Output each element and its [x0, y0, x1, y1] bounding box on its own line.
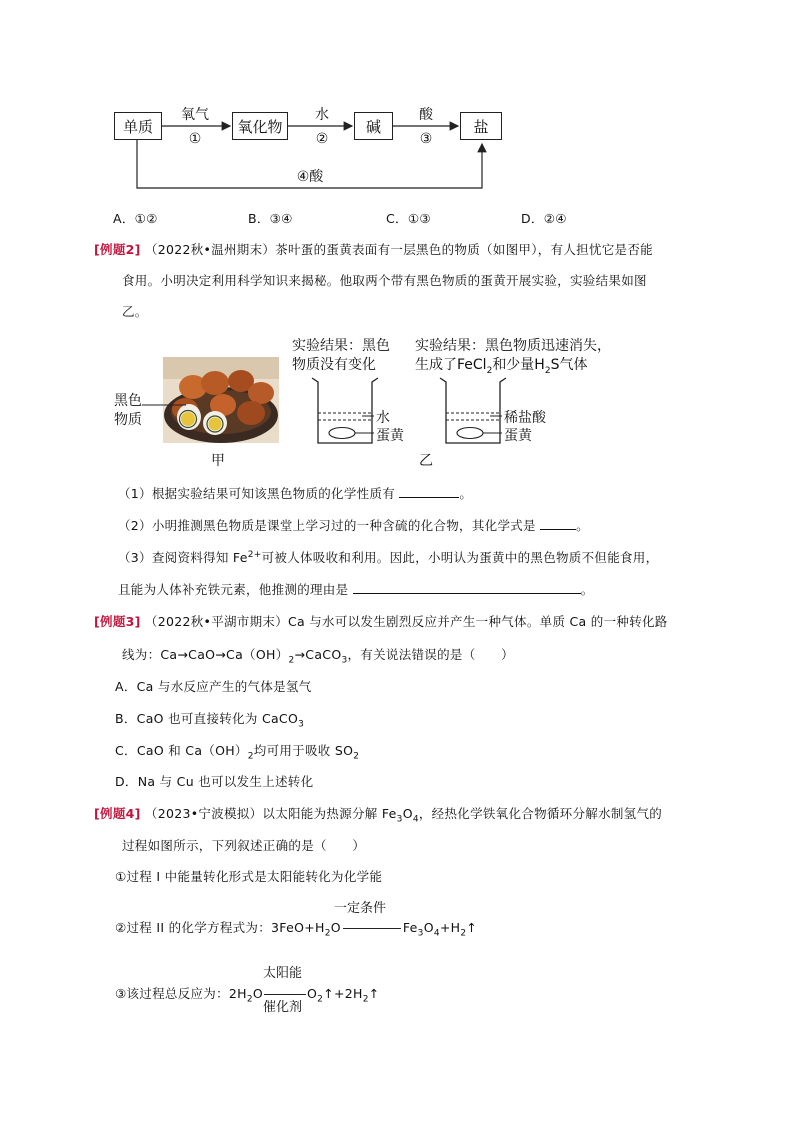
ex4-s3-e: ↑	[368, 986, 380, 1001]
result1-line1: 实验结果：黑色	[292, 338, 390, 354]
arrow1-bottom-label: ①	[188, 131, 202, 147]
option-a: A．①②	[113, 211, 158, 226]
ex4-s2-d: O	[423, 920, 434, 935]
ex4-s3-d: ↑+2H	[323, 986, 363, 1001]
ex4-statement1: ①过程 I 中能量转化形式是太阳能转化为化学能	[115, 869, 383, 884]
ex2-q3-line2	[118, 580, 594, 598]
flow-node-element: 单质	[114, 112, 162, 140]
ex4-s2-sub3: 4	[433, 928, 440, 939]
ex2-q3-b: 可被人体吸收和利用。因此，小明认为蛋黄中的黑色物质不但能食用，	[261, 550, 659, 565]
ex2-q2-end: 。	[576, 518, 589, 533]
ex2-tag: [例题2]	[94, 242, 141, 257]
ex4-s3-b: O	[252, 986, 264, 1001]
ex3-optb-text: B．CaO 也可直接转化为 CaCO	[115, 711, 299, 726]
ex2-q3-sup: 2+	[247, 549, 262, 560]
ex3-l2-a: 线为：Ca→CaO→Ca（OH）	[122, 647, 289, 662]
ex4-s2-condition: 一定条件	[334, 901, 387, 916]
caption-yi: 乙	[419, 453, 433, 469]
black-substance-label-1: 黑色	[114, 393, 142, 409]
ex3-optc-sub1: 2	[247, 751, 254, 762]
ex4-s3-sub2: 2	[317, 994, 324, 1005]
flow-node-salt: 盐	[460, 112, 502, 140]
ex4-s3-condition-bottom: 催化剂	[263, 1000, 303, 1015]
arrow3-top-label: 酸	[419, 107, 433, 123]
black-substance-pointer	[140, 395, 190, 415]
beaker-figures	[300, 375, 530, 450]
result2-line2	[415, 354, 587, 376]
result2-l2-b: 和少量H	[492, 357, 545, 373]
ex2-q3-a: （3）查阅资料得知 Fe	[118, 550, 248, 565]
ex4-l1-c: ，经热化学铁氧化合物循环分解水制氢气的	[418, 806, 663, 821]
ex3-l2-sub1: 2	[288, 655, 295, 666]
ex4-s2-b: O	[330, 920, 341, 935]
ex4-l1-b: O	[402, 806, 413, 821]
ex3-tag: [例题3]	[94, 614, 141, 629]
ex4-s2-sub2: 3	[417, 928, 424, 939]
arrow2-top-label: 水	[315, 107, 329, 123]
ex3-option-b	[115, 709, 304, 730]
ex2-text1: （2022秋•温州期末）茶叶蛋的蛋黄表面有一层黑色的物质（如图甲），有人担忧它是否能	[144, 242, 653, 257]
ex4-statement3	[115, 984, 380, 1005]
ex4-line1	[94, 804, 662, 825]
arrow3-bottom-label: ③	[419, 131, 433, 147]
ex3-text1: （2022秋•平湖市期末）Ca 与水可以发生剧烈反应并产生一种气体。单质 Ca 的一种转化路	[144, 614, 668, 629]
ex3-option-d: D．Na 与 Cu 也可以发生上述转化	[115, 774, 314, 789]
ex2-q2-blank[interactable]	[540, 517, 576, 530]
ex3-option-c	[115, 741, 359, 762]
beaker2-acid-label: 稀盐酸	[504, 410, 546, 426]
ex4-s2-c: Fe	[402, 920, 418, 935]
ex2-q2-text: （2）小明推测黑色物质是课堂上学习过的一种含硫的化合物，其化学式是	[118, 518, 536, 533]
ex2-q1-end: 。	[459, 486, 473, 501]
flow-diagram-lines	[0, 0, 794, 210]
ex3-option-a: A．Ca 与水反应产生的气体是氢气	[115, 679, 312, 694]
flow-node-oxide: 氧化物	[232, 112, 288, 140]
caption-jia: 甲	[211, 453, 225, 469]
ex3-optc-b: 均可用于吸收 SO	[253, 743, 354, 758]
ex4-l1-sub2: 4	[412, 814, 419, 825]
result2-line1: 实验结果：黑色物质迅速消失，	[415, 338, 611, 354]
black-substance-label-2: 物质	[114, 412, 142, 428]
ex4-s3-a: ③该过程总反应为：2H	[115, 986, 247, 1001]
ex2-q3-blank[interactable]	[353, 581, 581, 594]
arrow2-bottom-label: ②	[315, 131, 329, 147]
flow-node-base: 碱	[354, 112, 393, 140]
option-c: C．①③	[386, 211, 431, 226]
ex3-optc-sub2: 2	[353, 751, 360, 762]
ex2-q1	[118, 484, 472, 502]
ex2-q1-blank[interactable]	[399, 485, 459, 498]
option-b: B．③④	[248, 211, 293, 226]
ex2-q2	[118, 516, 589, 534]
result2-l2-sub2: 2	[544, 365, 551, 376]
ex3-optb-sub: 3	[298, 719, 305, 730]
beaker2-yolk-label: 蛋黄	[504, 428, 532, 444]
ex3-l2-sub2: 3	[341, 655, 348, 666]
ex4-s2-e: +H	[439, 920, 461, 935]
ex4-tag: [例题4]	[94, 806, 141, 821]
ex3-line1	[94, 612, 668, 630]
ex4-s2-f: ↑	[466, 920, 478, 935]
ex4-s3-sub3: 2	[362, 994, 369, 1005]
option-d: D．②④	[521, 211, 567, 226]
beaker1-yolk-label: 蛋黄	[376, 428, 404, 444]
ex2-line3: 乙。	[122, 304, 148, 319]
ex4-s3-condition-top: 太阳能	[263, 966, 303, 981]
ex4-s3-reaction-line	[264, 994, 306, 995]
beaker1-water-label: 水	[376, 410, 390, 426]
ex2-q3-line1	[118, 548, 658, 566]
ex2-q3-line2-text: 且能为人体补充铁元素，他推测的理由是	[118, 582, 349, 597]
ex2-q3-end: 。	[580, 582, 594, 597]
ex3-l2-c: ，有关说法错误的是（ ）	[347, 647, 514, 662]
ex4-line2: 过程如图所示，下列叙述正确的是（ ）	[122, 838, 366, 853]
ex4-s3-c: O	[307, 986, 318, 1001]
result1-line2: 物质没有变化	[292, 357, 376, 373]
ex4-l1-a: （2023•宁波模拟）以太阳能为热源分解 Fe	[144, 806, 397, 821]
ex2-q1-text: （1）根据实验结果可知该黑色物质的化学性质有	[118, 486, 396, 501]
ex3-line2	[122, 645, 514, 666]
result2-l2-sub1: 2	[486, 365, 493, 376]
ex4-statement2	[115, 918, 477, 939]
ex4-s2-a: ②过程 II 的化学方程式为：3FeO+H	[115, 920, 325, 935]
ex2-line2: 食用。小明决定利用科学知识来揭秘。他取两个带有黑色物质的蛋黄开展实验，实验结果如图	[122, 273, 647, 288]
ex3-l2-b: →CaCO	[294, 647, 342, 662]
ex4-s2-sub1: 2	[324, 928, 331, 939]
result2-l2-a: 生成了FeCl	[415, 357, 487, 373]
arrow4-label: ④酸	[296, 169, 324, 185]
ex4-s2-reaction-line	[343, 928, 401, 929]
result2-l2-c: S气体	[550, 357, 588, 373]
arrow1-top-label: 氧气	[181, 107, 209, 123]
ex4-s3-sub1: 2	[246, 994, 253, 1005]
ex3-optc-a: C．CaO 和 Ca（OH）	[115, 743, 248, 758]
ex4-l1-sub1: 3	[396, 814, 403, 825]
ex4-s2-sub4: 2	[460, 928, 467, 939]
ex2-line1	[94, 240, 653, 258]
